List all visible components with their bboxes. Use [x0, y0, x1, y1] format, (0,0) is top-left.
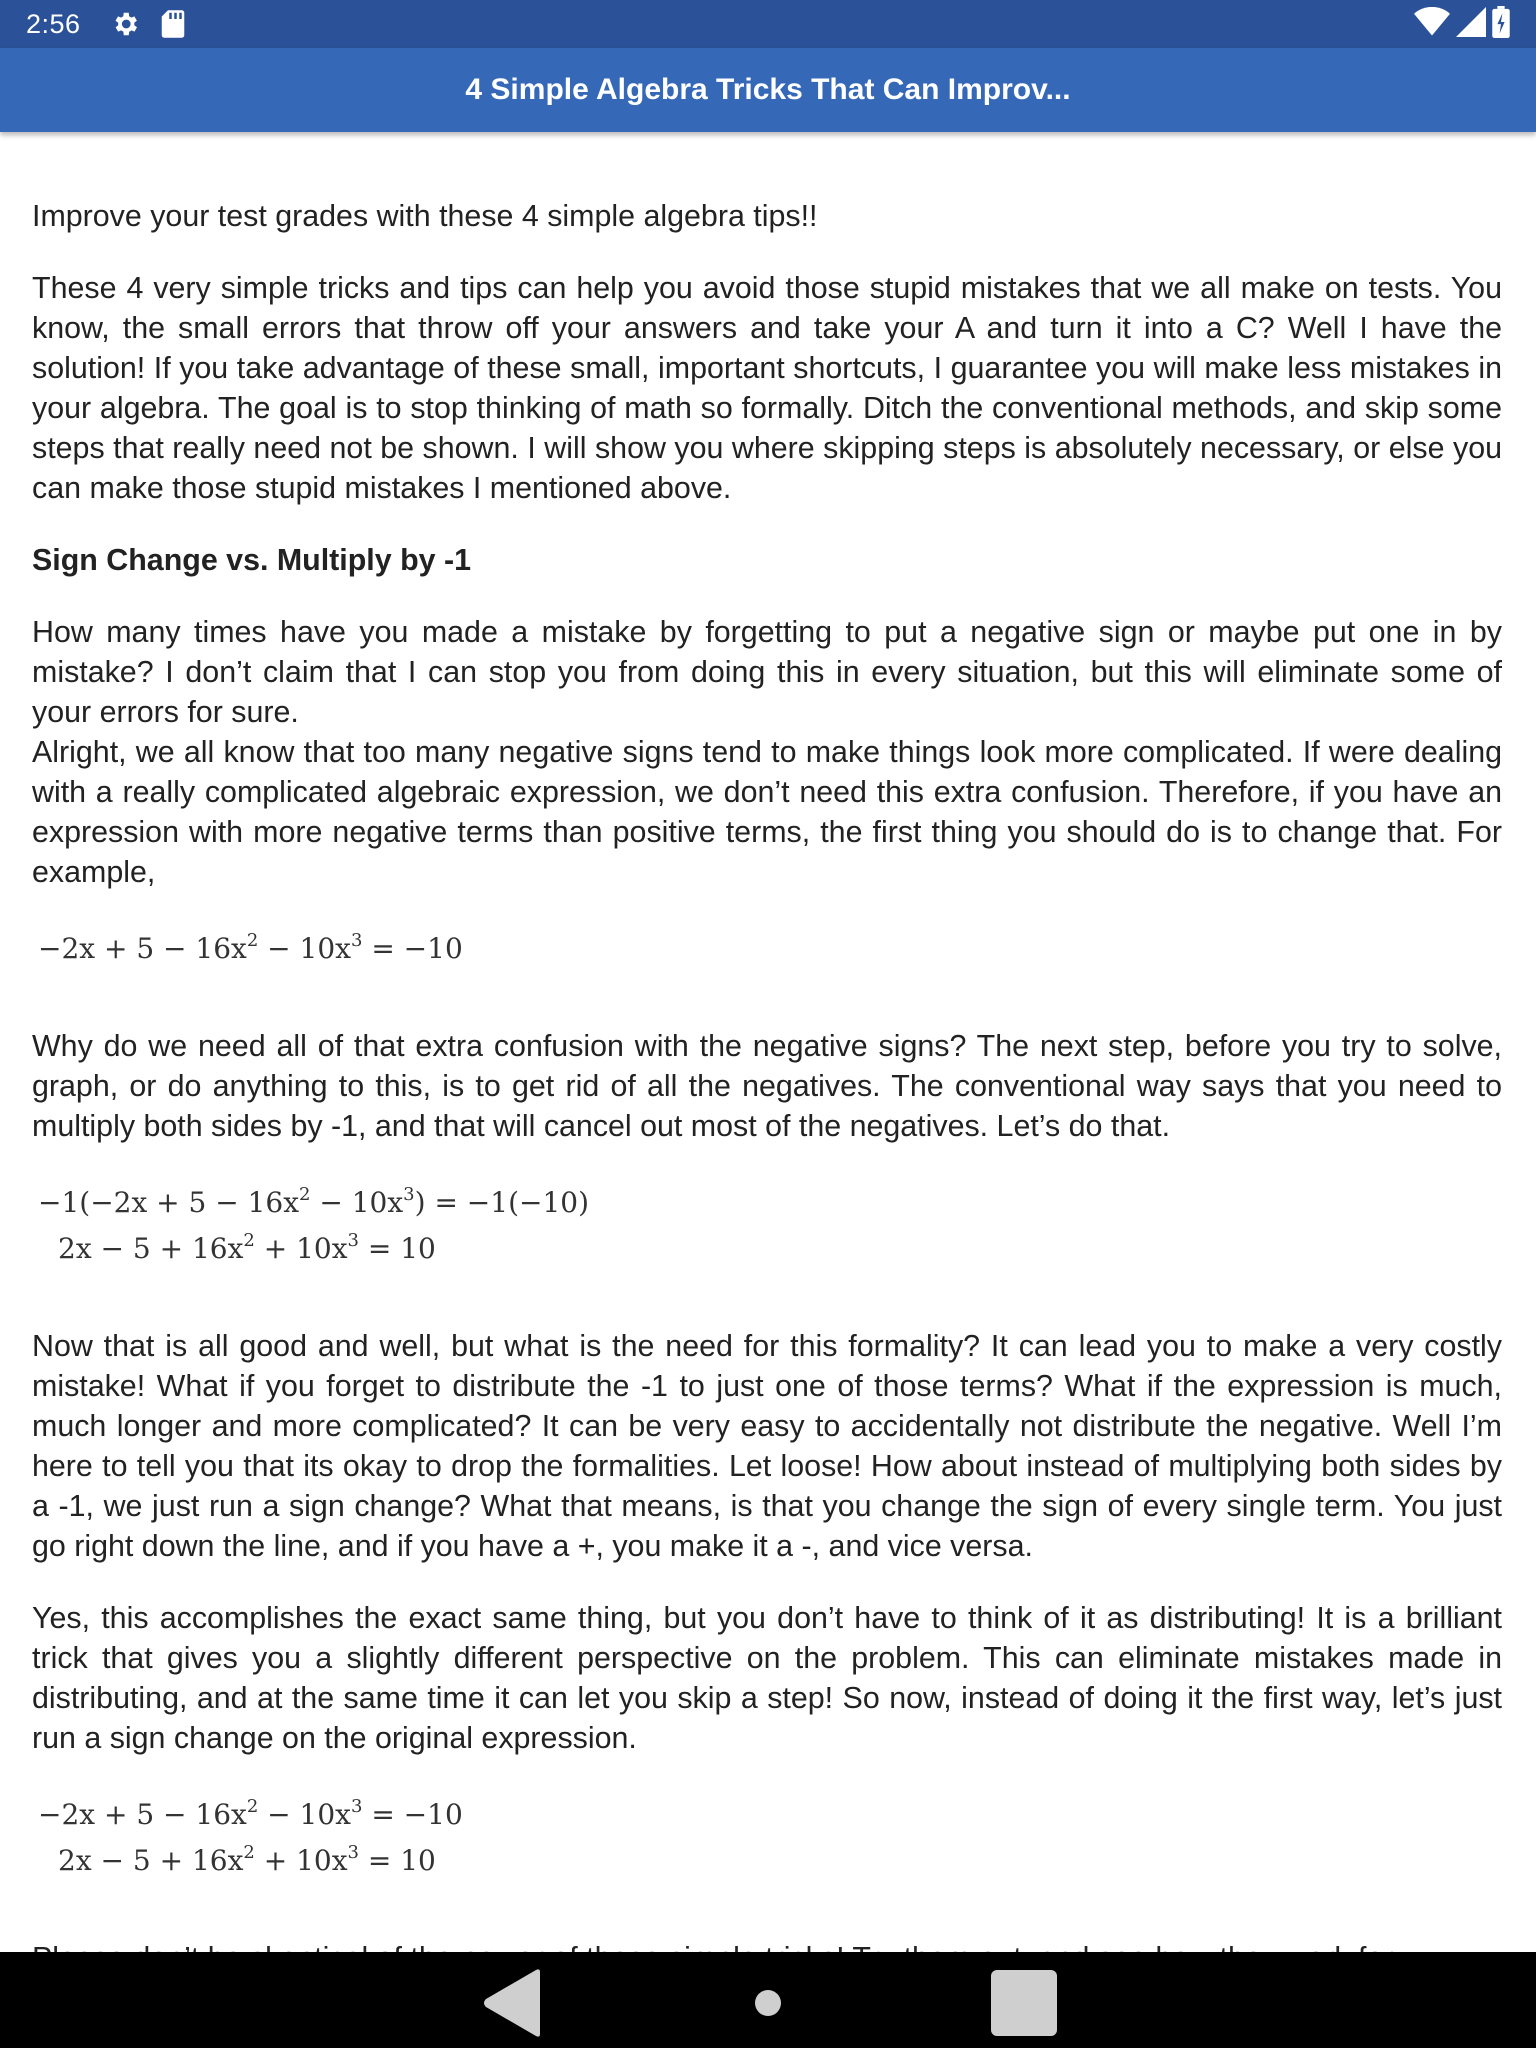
article-paragraph: Now that is all good and well, but what is the need for this formality? It can lead you to make a very costly mistake! What if you forget to distribute the -1 to just one of those terms? What if the expression is much, much longer and more complicated? It can be very easy to accidentally not distribute the negative. Well I’m here to tell you that its okay to drop the formalities. Let loose! How about instead of multiplying both sides by a -1, we just run a sign change? What that means, is that you change the sign of every single term. You just go right down the line, and if you have a +, you make it a -, and vice versa. [32, 1329, 1502, 1563]
article-paragraph: Alright, we all know that too many negative signs tend to make things look more complicated. If were dealing with a really complicated algebraic expression, we don’t need this extra confusion. Therefore, if you have an expression with more negative terms than positive terms, the first thing you should do is to change that. For example, [32, 735, 1502, 889]
app-bar [0, 48, 1536, 132]
wifi-icon [1414, 7, 1450, 42]
navigation-bar [0, 1952, 1536, 2048]
equation-line: $-2x + 5 - 16x^2 - 10x^3 = -10$ [38, 930, 463, 965]
equation-block [38, 1792, 1502, 1884]
home-button[interactable] [733, 1968, 803, 2038]
article-paragraph: Yes, this accomplishes the exact same thing, but you don’t have to think of it as distributing! It is a brilliant trick that gives you a slightly different perspective on the problem. This can eliminate mistakes made in distributing, and at the same time it can let you skip a step! So now, instead of doing it the first way, let’s just run a sign change on the original expression. [32, 1601, 1502, 1755]
article-paragraph: Why do we need all of that extra confusion with the negative signs? The next step, before you try to solve, graph, or do anything to this, is to get rid of all the negatives. The conventional way says that you need to multiply both sides by -1, and that will cancel out most of the negatives. Let’s do that. [32, 1029, 1502, 1143]
equation-block [38, 1180, 1502, 1272]
status-bar [0, 0, 1536, 48]
status-indicators [1414, 6, 1510, 43]
back-icon [480, 1968, 546, 2038]
page-title: 4 Simple Algebra Tricks That Can Improv... [465, 73, 1071, 106]
back-button[interactable] [478, 1968, 548, 2038]
equation-block [38, 926, 1502, 972]
article-intro: Improve your test grades with these 4 simple algebra tips!! [32, 199, 818, 233]
article-paragraph: These 4 very simple tricks and tips can help you avoid those stupid mistakes that we all make on tests. You know, the small errors that throw off your answers and take your A and turn it into a C? Well I have the solution! If you take advantage of these small, important shortcuts, I guarantee you will make less mistakes in your algebra. The goal is to stop thinking of math so formally. Ditch the conventional methods, and skip some steps that really need not be shown. I will show you where skipping steps is absolutely necessary, or else you can make those stupid mistakes I mentioned above. [32, 271, 1502, 505]
sd-card-icon [155, 6, 191, 42]
equation-line: $-2x + 5 - 16x^2 - 10x^3 = -10$ [38, 1796, 463, 1831]
recents-button[interactable] [989, 1968, 1059, 2038]
status-time: 2:56 [26, 8, 81, 39]
equation-line: $2x - 5 + 16x^2 + 10x^3 = 10$ [58, 1230, 436, 1265]
recents-icon [989, 1968, 1059, 2038]
article-content[interactable] [32, 196, 1502, 2010]
article-paragraph: How many times have you made a mistake by forgetting to put a negative sign or maybe put one in by mistake? I don’t claim that I can stop you from doing this in every situation, but this will eliminate some of your errors for sure. [32, 615, 1502, 729]
section-heading: Sign Change vs. Multiply by -1 [32, 543, 472, 577]
settings-icon [107, 6, 143, 42]
home-icon [733, 1968, 803, 2038]
equation-line: $2x - 5 + 16x^2 + 10x^3 = 10$ [58, 1842, 436, 1877]
equation-line: $-1(-2x + 5 - 16x^2 - 10x^3) = -1(-10)$ [38, 1184, 590, 1219]
signal-icon [1456, 7, 1486, 42]
battery-icon [1492, 6, 1510, 43]
